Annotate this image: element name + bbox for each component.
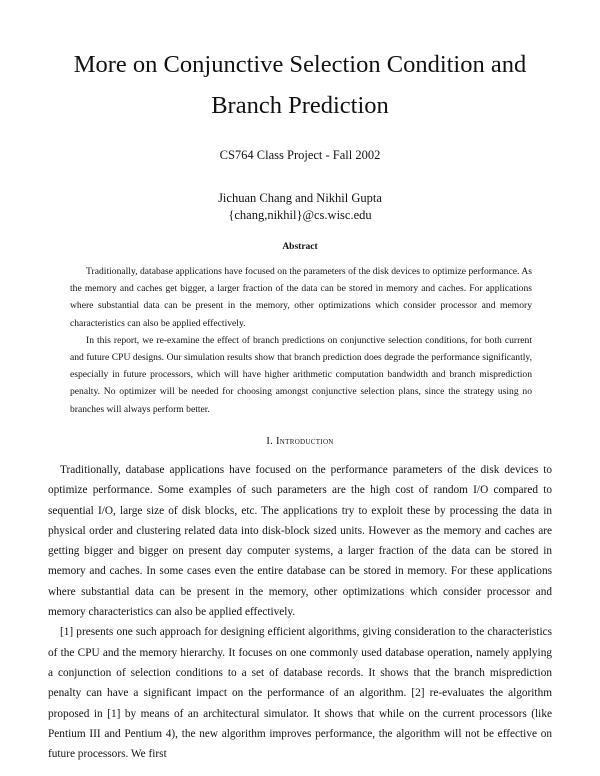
- section-heading-introduction: [0, 436, 600, 447]
- author-block: [0, 190, 600, 224]
- paper-title: [40, 44, 560, 126]
- abstract-body: [70, 263, 532, 418]
- abstract-paragraph-1: Traditionally, database applications have focused on the parameters of the disk devices to optimize performance. As the memory and caches get bigger, a larger fraction of the data can be stored in memory and caches. For applications where substantial data can be present in the memory, other optimizations which consider processor and memory characteristics can also be applied effectively.: [70, 266, 532, 329]
- title-line-2: Branch Prediction: [211, 92, 389, 119]
- section-title: Introduction: [276, 436, 334, 447]
- author-names: Jichuan Chang and Nikhil Gupta: [218, 191, 382, 205]
- abstract-heading: Abstract: [282, 242, 318, 252]
- author-email: {chang,nikhil}@cs.wisc.edu: [228, 208, 372, 222]
- introduction-body: [48, 460, 552, 764]
- course-subtitle: CS764 Class Project - Fall 2002: [219, 148, 381, 162]
- abstract-paragraph-2: In this report, we re-examine the effect of branch predictions on conjunctive selection conditions, for both current and future CPU designs. Our simulation results show that branch prediction does degrade the performance significantly, especially in future processors, which will have higher arithmetic computation bandwidth and branch misprediction penalty. No optimizer will be needed for choosing amongst conjunctive selection plans, since the strategy using no branches will always perform better.: [70, 334, 532, 415]
- title-line-1: More on Conjunctive Selection Condition and: [73, 51, 527, 78]
- section-number: I.: [266, 436, 274, 447]
- intro-paragraph-2: [1] presents one such approach for designing efficient algorithms, giving consideration to the characteristics of the CPU and the memory hierarchy. It focuses on one commonly used database operation, namely applying a conjunction of selection conditions to a set of database records. It shows that the branch misprediction penalty can have a significant impact on the performance of an algorithm. [2] re-evaluates the algorithm proposed in [1] by means of an architectural simulator. It shows that while on the current processors (like Pentium III and Pentium 4), the new algorithm improves performance, the algorithm will not be effective on future processors. We first: [48, 626, 552, 761]
- intro-paragraph-1: Traditionally, database applications have focused on the performance parameters of the disk devices to optimize performance. Some examples of such parameters are the high cost of random I/O compared to sequential I/O, large size of disk blocks, etc. The applications try to exploit these by processing the data in physical order and clustering related data into disk-block sized units. However as the memory and caches are getting bigger and bigger on present day computer systems, a larger fraction of the data can be stored in memory and caches. In some cases even the entire database can be stored in memory. For these applications where substantial data can be present in the memory, other optimizations which consider processor and memory characteristics can also be applied effectively.: [48, 464, 552, 619]
